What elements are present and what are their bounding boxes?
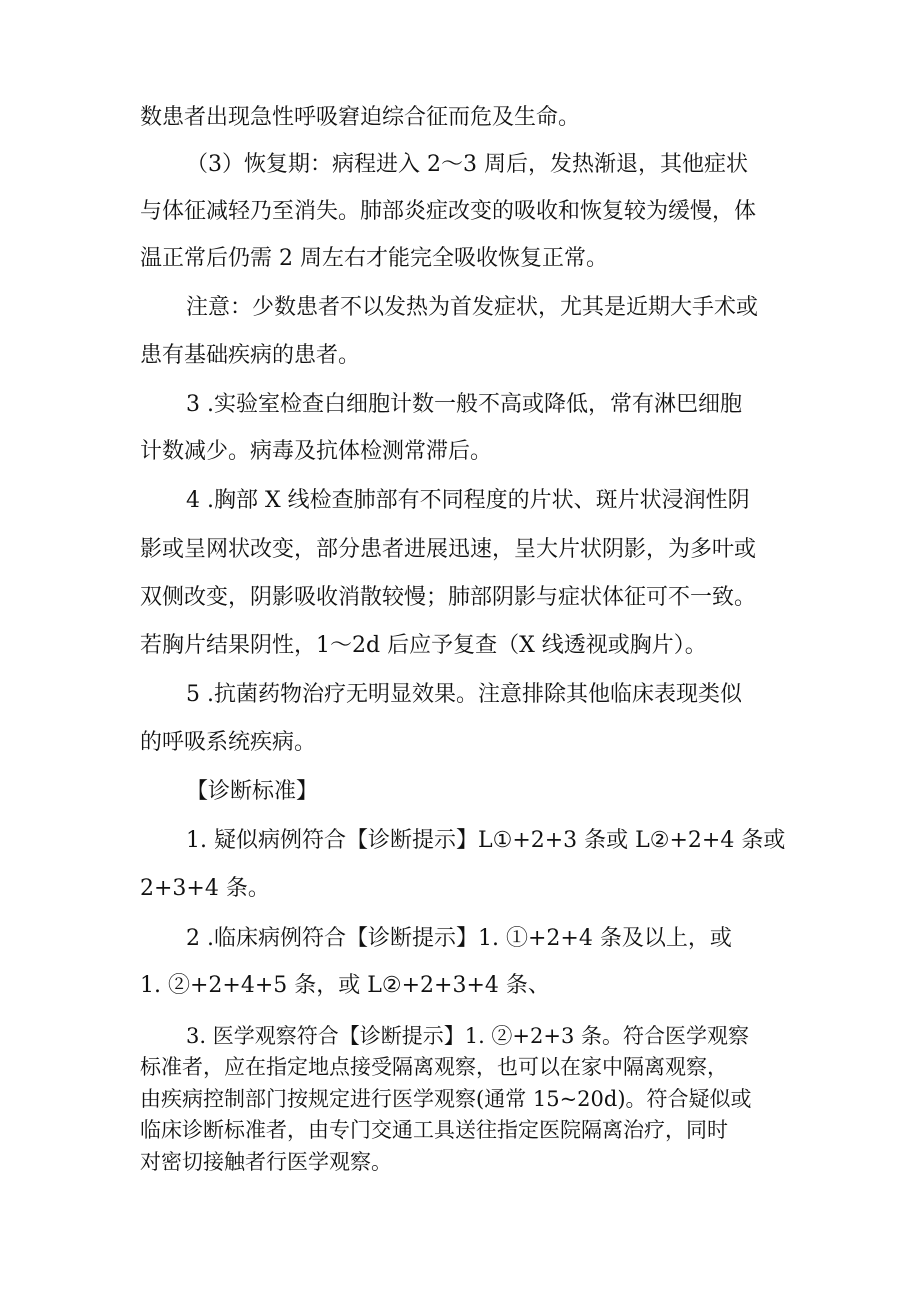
paragraph-line: 对密切接触者行医学观察。 <box>140 1150 392 1174</box>
paragraph-line: 影或呈网状改变，部分患者进展迅速，呈大片状阴影，为多叶或 <box>140 537 757 562</box>
paragraph-line: 临床诊断标准者，由专门交通工具送往指定医院隔离治疗，同时 <box>140 1118 728 1142</box>
paragraph-line: 注意：少数患者不以发热为首发症状，尤其是近期大手术或 <box>186 295 759 320</box>
paragraph-line: （3）恢复期：病程进入 2～3 周后，发热渐退，其他症状 <box>186 152 748 177</box>
paragraph-line: 2+3+4 条。 <box>140 876 270 901</box>
paragraph-line: 若胸片结果阴性，1～2d 后应予复查（X 线透视或胸片）。 <box>140 633 707 658</box>
paragraph-line: 的呼吸系统疾病。 <box>140 730 317 755</box>
paragraph-line: 1. 疑似病例符合【诊断提示】L①+2+3 条或 L②+2+4 条或 <box>186 828 786 853</box>
paragraph-line: 3. 医学观察符合【诊断提示】1. ②+2+3 条。符合医学观察 <box>186 1024 750 1048</box>
paragraph-line: 数患者出现急性呼吸窘迫综合征而危及生命。 <box>140 105 581 130</box>
paragraph-line: 双侧改变，阴影吸收消散较慢；肺部阴影与症状体征可不一致。 <box>140 585 757 610</box>
paragraph-line: 与体征减轻乃至消失。肺部炎症改变的吸收和恢复较为缓慢，体 <box>140 199 757 224</box>
paragraph-line: 4 .胸部 X 线检查肺部有不同程度的片状、斑片状浸润性阴 <box>186 488 750 513</box>
paragraph-line: 2 .临床病例符合【诊断提示】1. ①+2+4 条及以上，或 <box>186 926 732 951</box>
section-heading: 【诊断标准】 <box>186 779 319 804</box>
paragraph-line: 患有基础疾病的患者。 <box>140 343 361 368</box>
paragraph-line: 标准者，应在指定地点接受隔离观察，也可以在家中隔离观察， <box>140 1055 728 1079</box>
paragraph-line: 3 .实验室检查白细胞计数一般不高或降低，常有淋巴细胞 <box>186 392 742 417</box>
paragraph-line: 由疾病控制部门按规定进行医学观察(通常 15~20d)。符合疑似或 <box>140 1087 752 1111</box>
paragraph-line: 1. ②+2+4+5 条，或 L②+2+3+4 条、 <box>140 973 550 998</box>
paragraph-line: 计数减少。病毒及抗体检测常滞后。 <box>140 439 493 464</box>
paragraph-line: 5 .抗菌药物治疗无明显效果。注意排除其他临床表现类似 <box>186 682 742 707</box>
paragraph-line: 温正常后仍需 2 周左右才能完全吸收恢复正常。 <box>140 246 608 271</box>
